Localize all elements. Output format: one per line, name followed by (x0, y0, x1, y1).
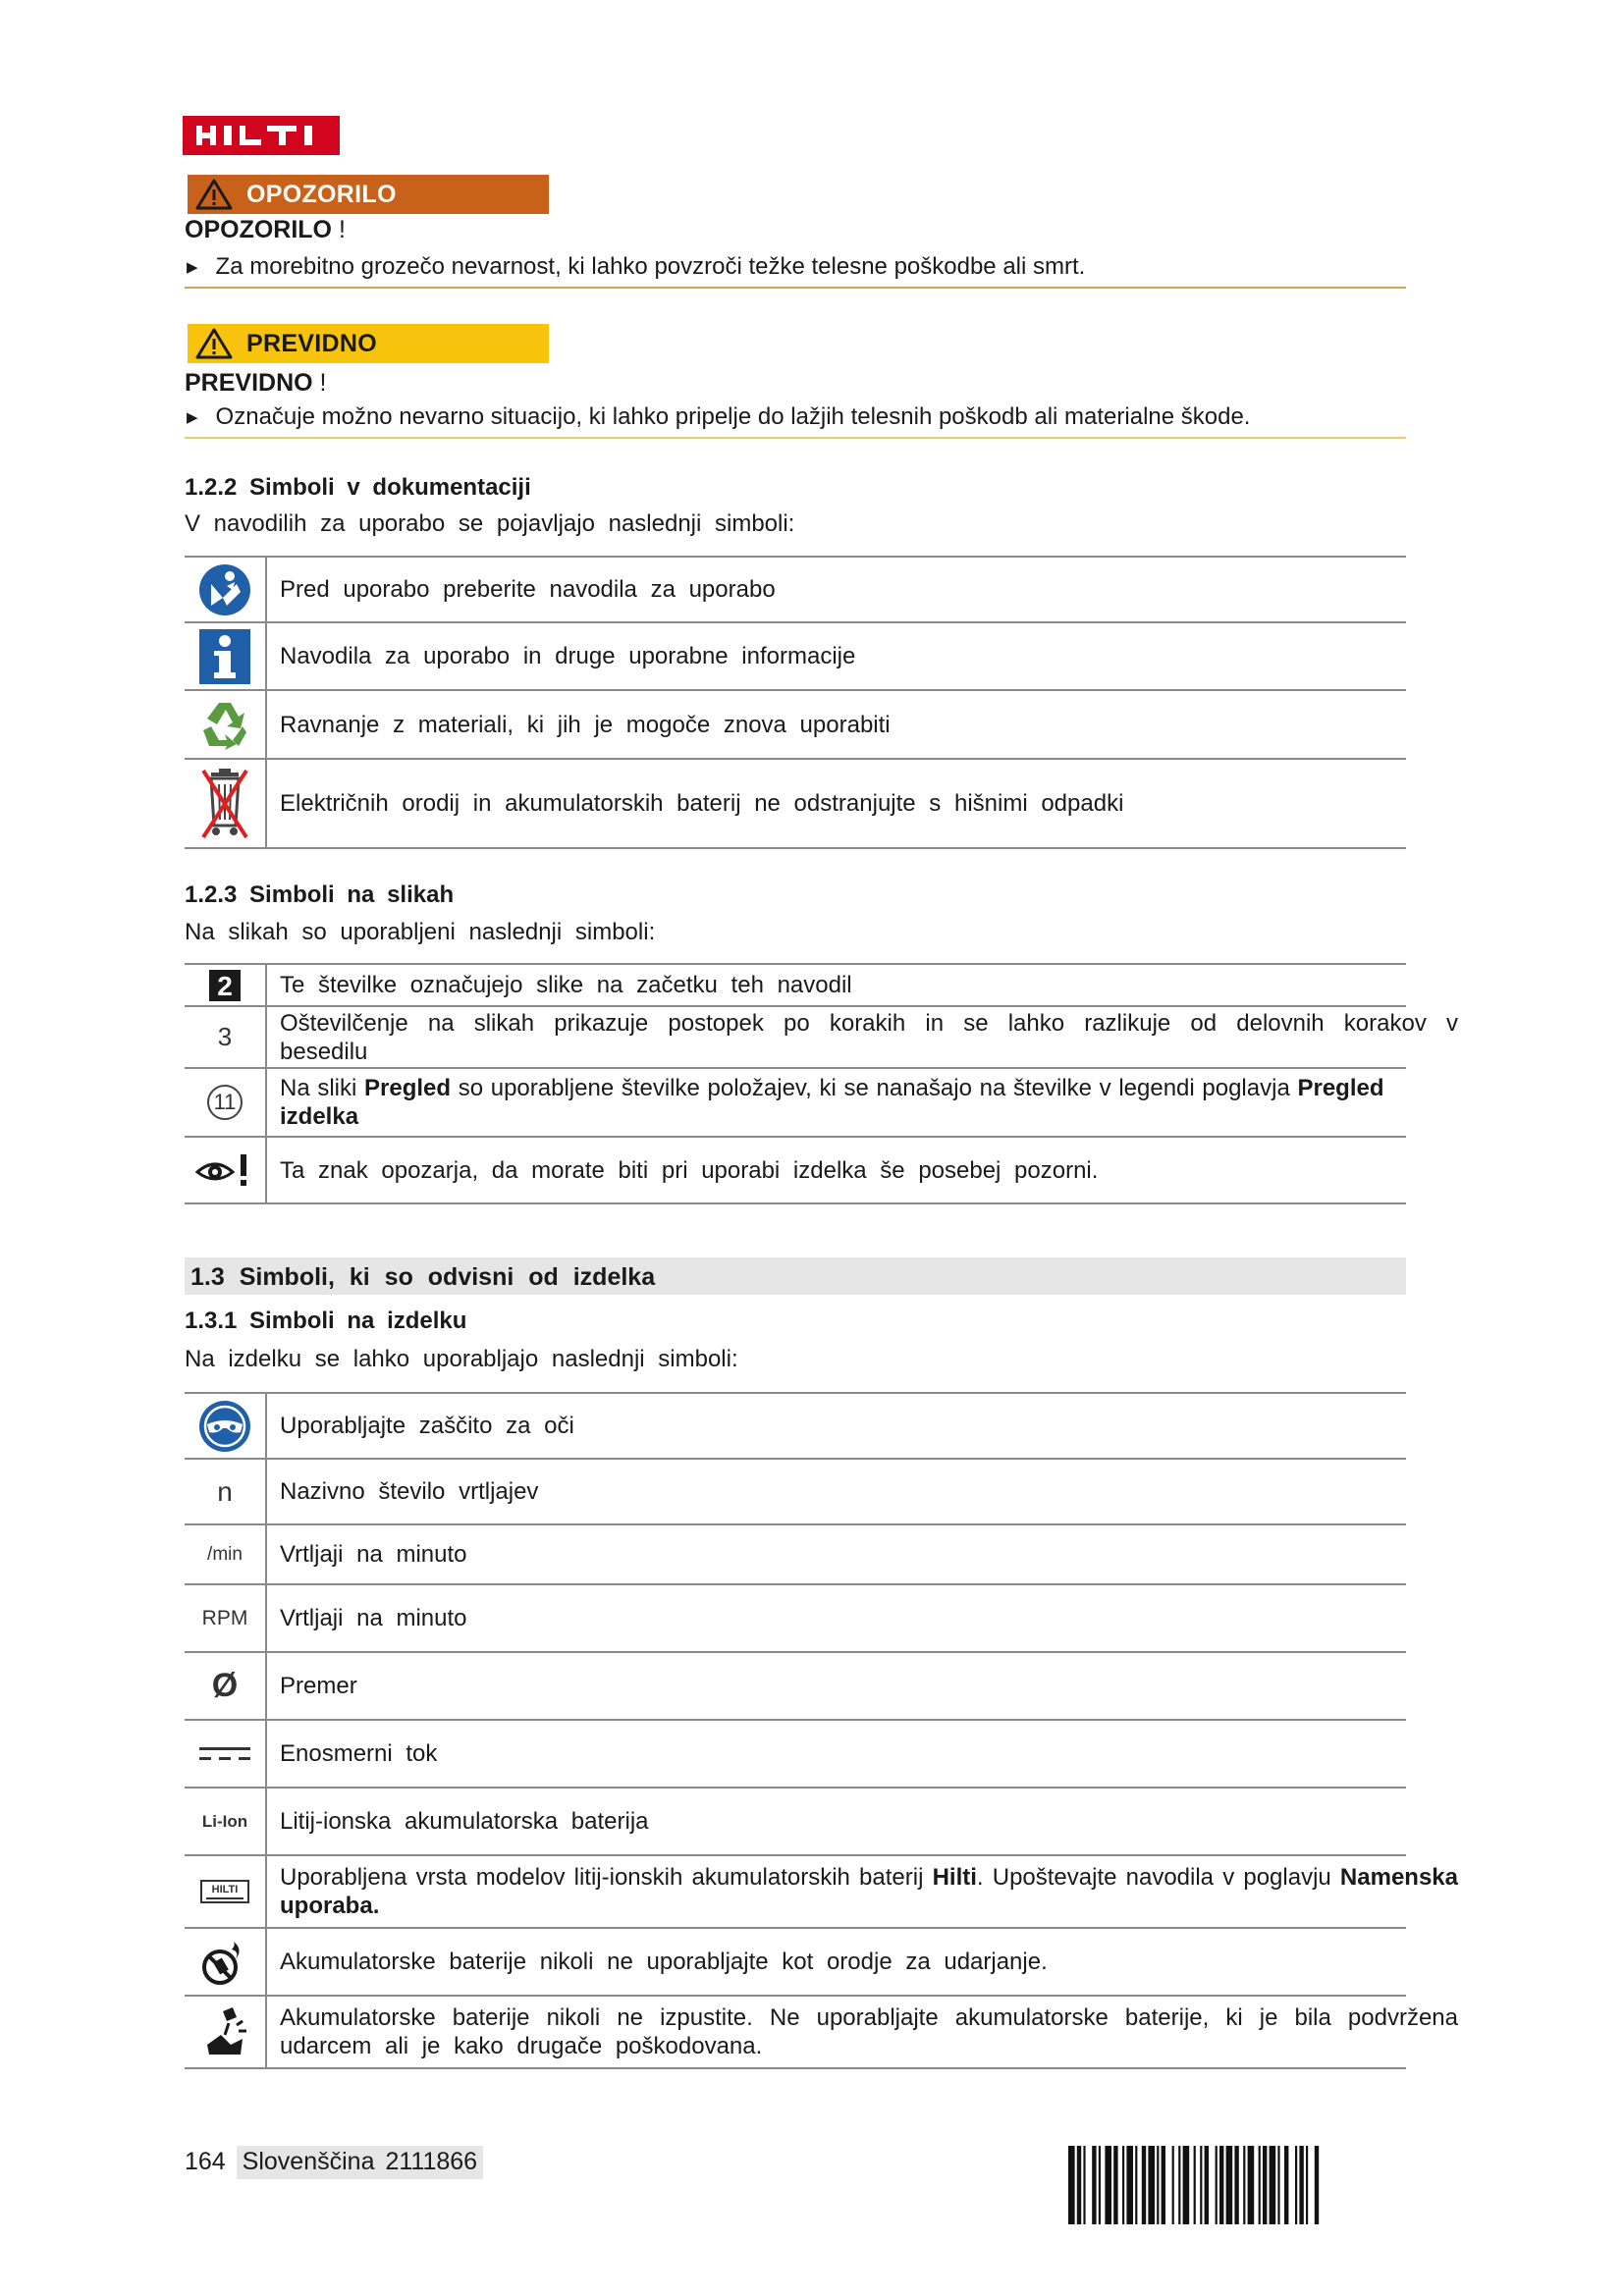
page-number: 164 (185, 2148, 226, 2175)
product-symbols-intro: Na izdelku se lahko uporabljajo naslednji simboli: (185, 1346, 738, 1372)
warning-description: ▶ Za morebitno grozečo nevarnost, ki lahko povzroči težke telesne poškodbe ali smrt. (187, 253, 1086, 280)
row-text: Na sliki Pregled so uporabljene številke položajev, ki se nanašajo na številke v legendi poglavja Pregled izdelka (280, 1075, 1384, 1130)
barcode-bar (1243, 2146, 1245, 2224)
row-text: Nazivno število vrtljajev (280, 1478, 539, 1505)
barcode-bar (1077, 2146, 1081, 2224)
barcode-bar (1083, 2146, 1085, 2224)
barcode-bar (1172, 2146, 1174, 2224)
barcode-bar (1205, 2146, 1209, 2224)
crossed-bin-icon (199, 765, 250, 843)
caution-description: ▶ Označuje možno nevarno situacijo, ki lahko pripelje do lažjih telesnih poškodb ali materialne škode. (187, 403, 1251, 430)
row-text: Premer (280, 1673, 357, 1699)
per-minute-icon: /min (207, 1543, 243, 1565)
row-text: Navodila za uporabo in druge uporabne informacije (280, 643, 856, 669)
row-text: Litij-ionska akumulatorska baterija (280, 1808, 649, 1835)
row-text: Te številke označujejo slike na začetku teh navodil (280, 972, 852, 998)
barcode-bar (1306, 2146, 1308, 2224)
row-text: Oštevilčenje na slikah prikazuje postopek po korakih in se lahko razlikuje od delovnih korakov v besedilu (280, 1009, 1458, 1065)
warning-triangle-icon (195, 328, 233, 359)
page-footer (185, 2148, 483, 2176)
table-row (185, 1007, 1458, 1069)
row-text: Akumulatorske baterije nikoli ne uporabljajte kot orodje za udarjanje. (280, 1949, 1048, 1975)
warning-divider (185, 287, 1406, 289)
barcode-bar (1216, 2146, 1218, 2224)
barcode-bar (1219, 2146, 1223, 2224)
read-manual-icon (197, 562, 252, 617)
hilti-logo (183, 116, 340, 155)
warning-triangle-icon (195, 179, 233, 210)
barcode-bar (1142, 2146, 1146, 2224)
row-text: Uporabljena vrsta modelov litij-ionskih akumulatorskih baterij Hilti. Upoštevajte navodila v poglavju Namenska uporaba. (280, 1864, 1458, 1919)
barcode (1068, 2146, 1406, 2224)
table-row (185, 1721, 1406, 1789)
table-row (185, 963, 1406, 1007)
footer-language: Slovenščina 2111866 (237, 2146, 483, 2179)
table-row (185, 556, 1406, 623)
barcode-bar (1105, 2146, 1111, 2224)
barcode-bar (1277, 2146, 1279, 2224)
doc-number: 2111866 (385, 2148, 478, 2175)
table-row (185, 1929, 1406, 1997)
eye-protection-icon (197, 1399, 252, 1454)
warning-banner-label: OPOZORILO (246, 180, 397, 208)
table-row (185, 1460, 1406, 1525)
barcode-bar (1295, 2146, 1297, 2224)
barcode-bar (1113, 2146, 1117, 2224)
no-drop-icon (203, 2005, 246, 2058)
caution-banner-label: PREVIDNO (246, 329, 377, 357)
warning-banner (188, 175, 549, 214)
table-row (185, 1789, 1406, 1856)
row-text: Uporabljajte zaščito za oči (280, 1413, 574, 1439)
row-text: Vrtljaji na minuto (280, 1605, 467, 1631)
table-row (185, 1856, 1458, 1929)
barcode-bar (1135, 2146, 1137, 2224)
doc-symbols-table (185, 556, 1406, 849)
rpm-icon: RPM (201, 1606, 248, 1629)
figure-number-icon: 2 (209, 970, 241, 1001)
doc-symbols-intro: V navodilih za uporabo se pojavljajo naslednji simboli: (185, 510, 795, 537)
barcode-bar (1194, 2146, 1196, 2224)
barcode-bar (1259, 2146, 1261, 2224)
table-row (185, 623, 1406, 691)
position-number-icon: 11 (207, 1085, 243, 1120)
barcode-bar (1178, 2146, 1180, 2224)
no-hammer-icon (200, 1938, 249, 1987)
barcode-bar (1162, 2146, 1165, 2224)
direct-current-icon (199, 1744, 250, 1764)
figure-symbols-table (185, 963, 1458, 1204)
table-row (185, 1653, 1406, 1721)
barcode-bar (1284, 2146, 1288, 2224)
table-row (185, 1997, 1458, 2069)
barcode-bar (1200, 2146, 1202, 2224)
barcode-bar (1270, 2146, 1276, 2224)
barcode-bar (1234, 2146, 1238, 2224)
caution-divider (185, 437, 1406, 439)
info-icon (199, 629, 250, 684)
barcode-bar (1263, 2146, 1267, 2224)
figure-symbols-heading: 1.2.3 Simboli na slikah (185, 881, 455, 908)
doc-symbols-heading: 1.2.2 Simboli v dokumentaciji (185, 474, 531, 501)
row-text: Ta znak opozarja, da morate biti pri uporabi izdelka še posebej pozorni. (280, 1156, 1099, 1184)
table-row (185, 691, 1406, 760)
row-text: Električnih orodij in akumulatorskih baterij ne odstranjujte s hišnimi odpadki (280, 790, 1124, 817)
product-section-title: 1.3 Simboli, ki so odvisni od izdelka (185, 1257, 1406, 1295)
row-text: Ravnanje z materiali, ki jih je mogoče znova uporabiti (280, 711, 891, 738)
table-row (185, 1069, 1406, 1138)
hilti-battery-icon: HILTI (200, 1880, 249, 1903)
row-text: Akumulatorske baterije nikoli ne izpustite. Ne uporabljajte akumulatorske baterije, ki je bila podvržena udarcem ali je kako drugače poškodovana. (280, 2004, 1458, 2059)
barcode-bar (1315, 2146, 1319, 2224)
caution-banner (188, 324, 549, 363)
table-row (185, 760, 1406, 849)
row-text: Enosmerni tok (280, 1740, 438, 1767)
figure-symbols-intro: Na slikah so uporabljeni naslednji simboli: (185, 919, 656, 945)
barcode-bar (1122, 2146, 1124, 2224)
table-row (185, 1392, 1406, 1460)
barcode-bar (1248, 2146, 1255, 2224)
attention-eye-icon (195, 1150, 254, 1190)
recycle-icon (197, 697, 252, 752)
barcode-bar (1157, 2146, 1159, 2224)
caution-signal-word: PREVIDNO ! (185, 369, 327, 397)
barcode-bar (1092, 2146, 1096, 2224)
row-text: Vrtljaji na minuto (280, 1541, 467, 1568)
barcode-bar (1183, 2146, 1190, 2224)
barcode-bar (1148, 2146, 1155, 2224)
table-row (185, 1585, 1406, 1653)
product-symbols-table (185, 1392, 1458, 2069)
barcode-bar (1099, 2146, 1101, 2224)
warning-signal-word: OPOZORILO ! (185, 216, 346, 243)
step-number-icon: 3 (217, 1022, 233, 1051)
speed-n-icon: n (217, 1475, 233, 1507)
barcode-bar (1126, 2146, 1133, 2224)
table-row (185, 1525, 1406, 1585)
row-text: Pred uporabo preberite navodila za uporabo (280, 576, 776, 603)
table-row (185, 1138, 1406, 1204)
barcode-bar (1299, 2146, 1303, 2224)
barcode-bar (1226, 2146, 1233, 2224)
product-symbols-heading: 1.3.1 Simboli na izdelku (185, 1308, 467, 1334)
diameter-icon: Ø (211, 1667, 239, 1704)
barcode-bar (1068, 2146, 1075, 2224)
li-ion-icon: Li-Ion (201, 1811, 248, 1831)
